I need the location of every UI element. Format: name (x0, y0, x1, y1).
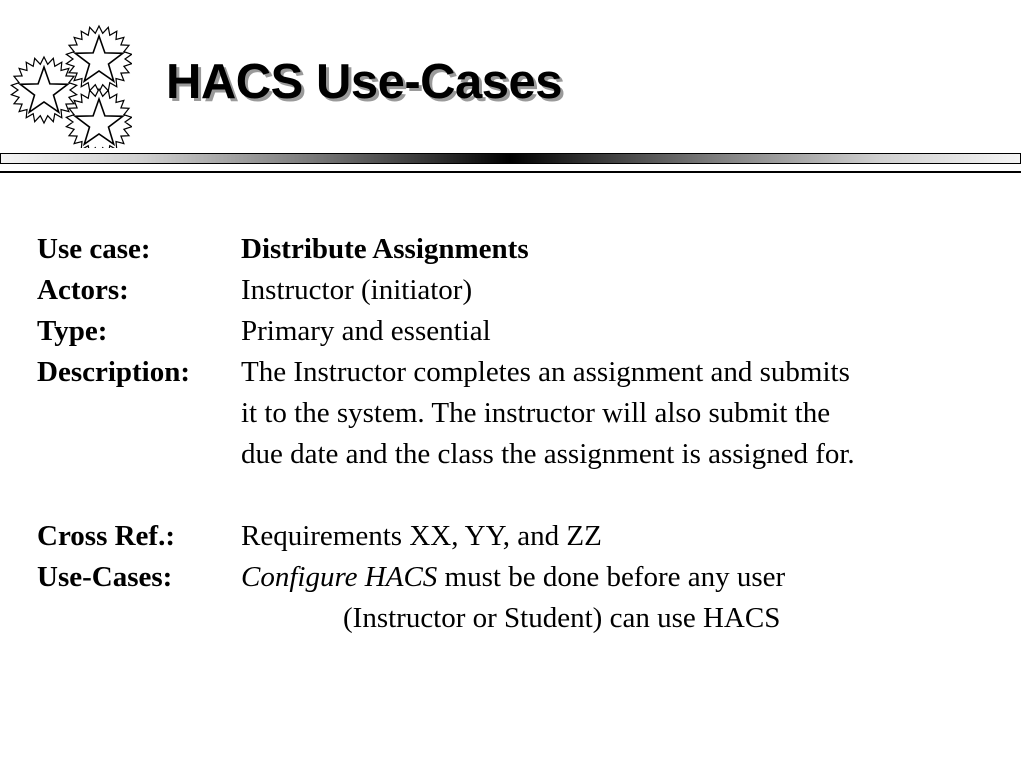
use-case-label: Use case: (37, 233, 151, 265)
use-cases-label: Use-Cases: (37, 561, 173, 593)
use-case-value: Distribute Assignments (241, 233, 529, 265)
description-line: The Instructor completes an assignment and submits (241, 356, 850, 388)
description-line: due date and the class the assignment is assigned for. (241, 438, 855, 470)
use-case-reference: Configure HACS (241, 561, 438, 593)
title-divider-bar (0, 153, 1021, 164)
description-line: it to the system. The instructor will also submit the (241, 397, 831, 429)
title-divider-line (0, 171, 1021, 173)
type-value: Primary and essential (241, 315, 491, 347)
use-cases-text: must be done before any user (437, 561, 786, 593)
type-label: Type: (37, 315, 108, 347)
three-stars-seal-icon (6, 14, 132, 148)
cross-ref-label: Cross Ref.: (37, 520, 175, 552)
description-label: Description: (37, 356, 191, 388)
actors-label: Actors: (37, 274, 129, 306)
actors-value: Instructor (initiator) (241, 274, 473, 306)
cross-ref-value: Requirements XX, YY, and ZZ (241, 520, 602, 552)
page-title: HACS Use-Cases (166, 55, 563, 109)
use-cases-value (241, 557, 785, 598)
use-cases-line2: (Instructor or Student) can use HACS (343, 602, 781, 634)
